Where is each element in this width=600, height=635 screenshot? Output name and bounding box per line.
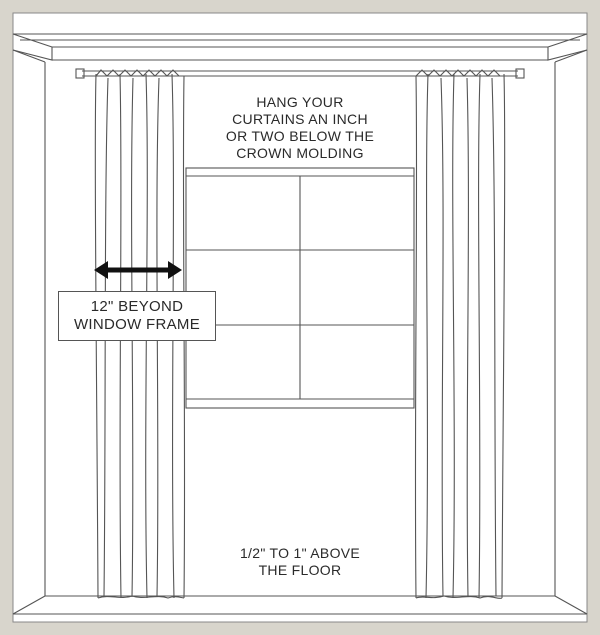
hang-height-note: HANG YOUR CURTAINS AN INCH OR TWO BELOW THE CROWN MOLDING — [225, 94, 375, 161]
beyond-frame-note: 12" BEYOND WINDOW FRAME — [58, 291, 216, 341]
floor-clearance-note: 1/2" TO 1" ABOVE THE FLOOR — [239, 545, 361, 578]
